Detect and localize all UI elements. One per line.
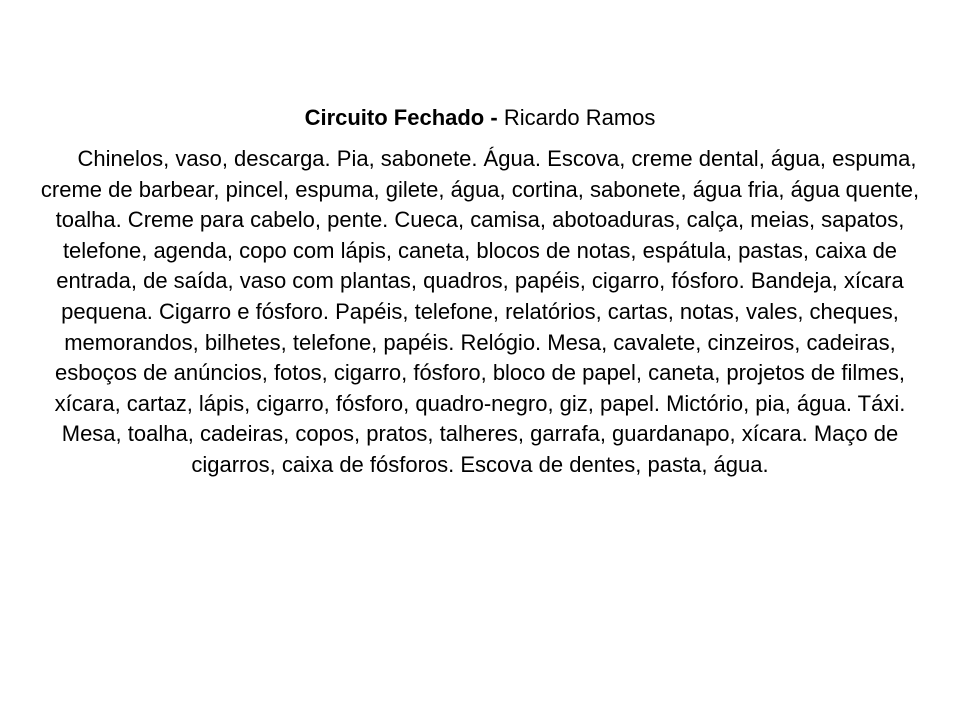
title-bold-text: Circuito Fechado - (304, 105, 498, 130)
document-title (28, 100, 932, 136)
title-author: Ricardo Ramos (503, 105, 656, 130)
body-paragraph: Chinelos, vaso, descarga. Pia, sabonete. Água. Escova, creme dental, água, espuma, creme de barbear, pincel, espuma, gilete, água, cortina, sabonete, água fria, água quente, toalha. Creme para cabelo, pente. Cueca, camisa, abotoaduras, calça, meias, sapatos, telefone, agenda, copo com lápis, caneta, blocos de notas, espátula, pastas, caixa de entrada, de saída, vaso com plantas, quadros, papéis, cigarro, fósforo. Bandeja, xícara pequena. Cigarro e fósforo. Papéis, telefone, relatórios, cartas, notas, vales, cheques, memorandos, bilhetes, telefone, papéis. Relógio. Mesa, cavalete, cinzeiros, cadeiras, esboços de anúncios, fotos, cigarro, fósforo, bloco de papel, caneta, projetos de filmes, xícara, cartaz, lápis, cigarro, fósforo, quadro-negro, giz, papel. Mictório, pia, água. Táxi. Mesa, toalha, cadeiras, copos, pratos, talheres, garrafa, guardanapo, xícara. Maço de cigarros, caixa de fósforos. Escova de dentes, pasta, água. (40, 146, 920, 477)
